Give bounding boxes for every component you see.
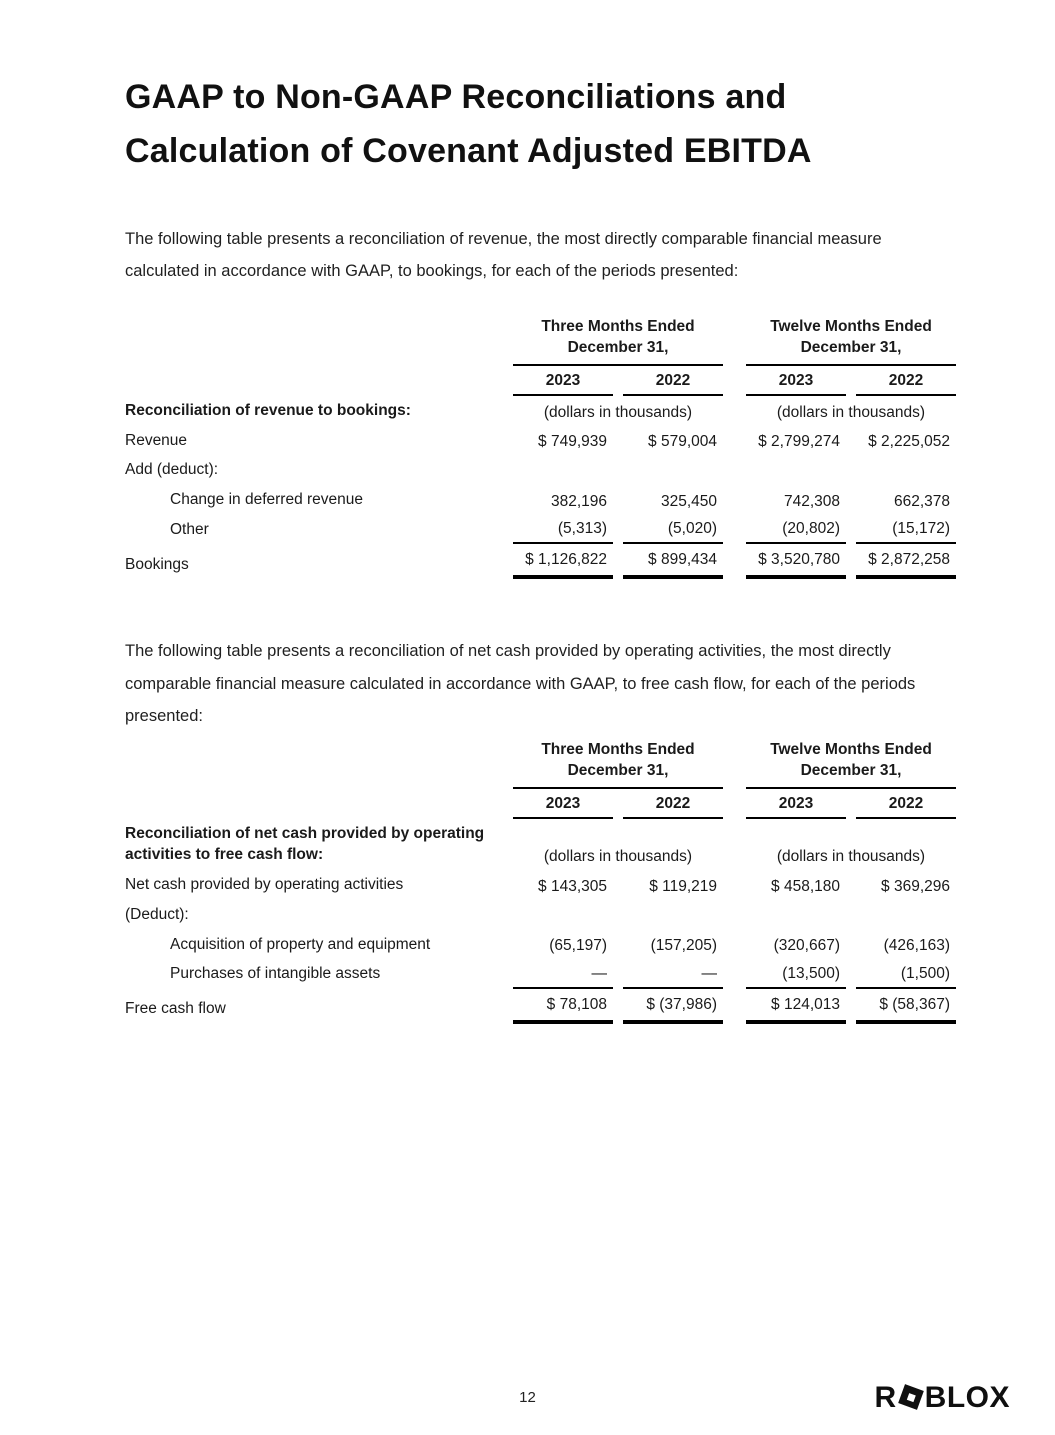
year-header: 2022 [856,366,956,396]
cell-value: $ 579,004 [648,433,717,451]
group-header-text: December 31, [567,339,669,357]
spacer-cell [733,789,736,819]
group-header-text: Three Months Ended [541,318,695,336]
group-header-text: December 31, [800,761,902,779]
cell-value: $ 2,225,052 [868,433,950,451]
group-header-text: Twelve Months Ended [770,740,932,758]
spacer-cell [733,930,736,960]
cell-value: — [513,959,613,989]
spacer-cell [733,819,736,870]
cell-value: (426,163) [883,937,950,955]
cell-value: (20,802) [746,515,846,545]
table-row-units [125,819,956,870]
roblox-logo [874,1383,1010,1413]
spacer-cell [733,515,736,545]
cell-value: (157,205) [650,937,717,955]
page-footer [0,1383,1055,1423]
year-header: 2023 [513,789,613,819]
cell-value: $ 3,520,780 [746,544,846,579]
row-label: Add (deduct): [125,461,219,479]
cell-value: $ 899,434 [623,544,723,579]
empty-cell [125,789,503,819]
roblox-tile-hole [906,1393,915,1402]
group-header-text: December 31, [567,761,669,779]
group-header-text: Twelve Months Ended [770,318,932,336]
cell-value: (15,172) [856,515,956,545]
table-row-bookings-total [125,544,956,579]
cell-value [513,900,613,930]
row-label: Purchases of intangible assets [170,965,381,983]
free-cash-flow-table [115,740,966,1024]
row-label: Bookings [125,555,189,573]
group-header-text: December 31, [800,339,902,357]
spacer-cell [733,544,736,579]
cell-value: 742,308 [783,492,840,510]
page-title-line-2: Calculation of Covenant Adjusted EBITDA [125,132,812,171]
spacer-cell [733,455,736,485]
cell-value: $ 458,180 [771,877,840,895]
empty-cell [125,317,503,366]
cell-value: (5,020) [623,515,723,545]
table-row-free-cash-flow-total [125,989,956,1024]
cell-value: (65,197) [549,937,607,955]
cell-value: $ 78,108 [513,989,613,1024]
cell-value: $ 1,126,822 [513,544,613,579]
spacer-cell [733,317,736,366]
row-label: Other [170,520,209,538]
table-row-years [125,366,956,396]
table-row-group-headers [125,740,956,789]
empty-cell [125,740,503,789]
cell-value: $ 119,219 [649,877,717,895]
row-label: Change in deferred revenue [170,491,364,509]
cell-value: 382,196 [550,492,607,510]
group-header-three-months [513,317,723,366]
row-label: (Deduct): [125,905,189,923]
table-row-operating-cash [125,870,956,900]
cell-value: 325,450 [660,492,717,510]
spacer-cell [733,740,736,789]
revenue-to-bookings-table [115,317,966,579]
cell-value: $ 124,013 [746,989,846,1024]
roblox-logo-suffix: BLOX [924,1381,1010,1414]
roblox-tile-icon [898,1384,924,1410]
cell-value: — [623,959,723,989]
cell-value: (5,313) [513,515,613,545]
cell-value: 662,378 [893,492,950,510]
table-row-other [125,515,956,545]
spacer-cell [733,485,736,515]
cell-value: $ 369,296 [881,877,950,895]
year-header: 2022 [623,789,723,819]
cell-value: $ (58,367) [856,989,956,1024]
spacer-cell [733,989,736,1024]
units-label: (dollars in thousands) [543,848,693,866]
section-label: Reconciliation of net cash provided by operating activities to free cash flow: [125,824,485,864]
table-row-deduct [125,900,956,930]
spacer-cell [733,959,736,989]
spacer-cell [733,900,736,930]
cell-value [623,900,723,930]
spacer-cell [733,366,736,396]
group-header-twelve-months [746,740,956,789]
year-header: 2023 [746,789,846,819]
intro-paragraph-bookings: The following table presents a reconciliation of revenue, the most directly comparable financial measure calculated in accordance with GAAP, to bookings, for each of the periods presented: [125,229,882,280]
table-row-deferred-revenue [125,485,956,515]
row-label: Acquisition of property and equipment [170,935,431,953]
cell-value [856,900,956,930]
group-header-three-months [513,740,723,789]
table-row-years [125,789,956,819]
table-row-property-equipment [125,930,956,960]
group-header-text: Three Months Ended [541,740,695,758]
roblox-logo-prefix: R [874,1381,897,1414]
group-header-twelve-months [746,317,956,366]
cell-value: (1,500) [856,959,956,989]
page-title-line-1: GAAP to Non-GAAP Reconciliations and [125,78,787,116]
cell-value: $ 749,939 [538,433,607,451]
cell-value [746,900,846,930]
row-label: Revenue [125,431,188,449]
row-label: Net cash provided by operating activities [125,876,404,894]
year-header: 2022 [623,366,723,396]
cell-value [746,455,846,485]
table-row-group-headers [125,317,956,366]
table-row-add-deduct [125,455,956,485]
units-label: (dollars in thousands) [776,848,926,866]
table-row-intangible-assets [125,959,956,989]
page-title [125,70,985,179]
year-header: 2023 [746,366,846,396]
cell-value: $ 143,305 [538,877,607,895]
section-label: Reconciliation of revenue to bookings: [125,401,411,419]
row-label: Free cash flow [125,1000,226,1018]
cell-value: (13,500) [746,959,846,989]
table-row-revenue [125,426,956,456]
empty-cell [125,366,503,396]
spacer-cell [733,426,736,456]
cell-value [856,455,956,485]
cell-value [623,455,723,485]
cell-value: (320,667) [773,937,840,955]
cell-value: $ 2,872,258 [856,544,956,579]
spacer-cell [733,870,736,900]
intro-paragraph-free-cash-flow: The following table presents a reconciliation of net cash provided by operating activities, the most directly comparable financial measure calculated in accordance with GAAP, to free cash flow, for each of the periods presented: [125,642,916,725]
cell-value [513,455,613,485]
cell-value: $ (37,986) [623,989,723,1024]
table-row-units [125,396,956,426]
units-label: (dollars in thousands) [776,403,926,421]
year-header: 2023 [513,366,613,396]
page-number: 12 [519,1389,536,1406]
cell-value: $ 2,799,274 [758,433,840,451]
year-header: 2022 [856,789,956,819]
spacer-cell [733,396,736,426]
units-label: (dollars in thousands) [543,403,693,421]
